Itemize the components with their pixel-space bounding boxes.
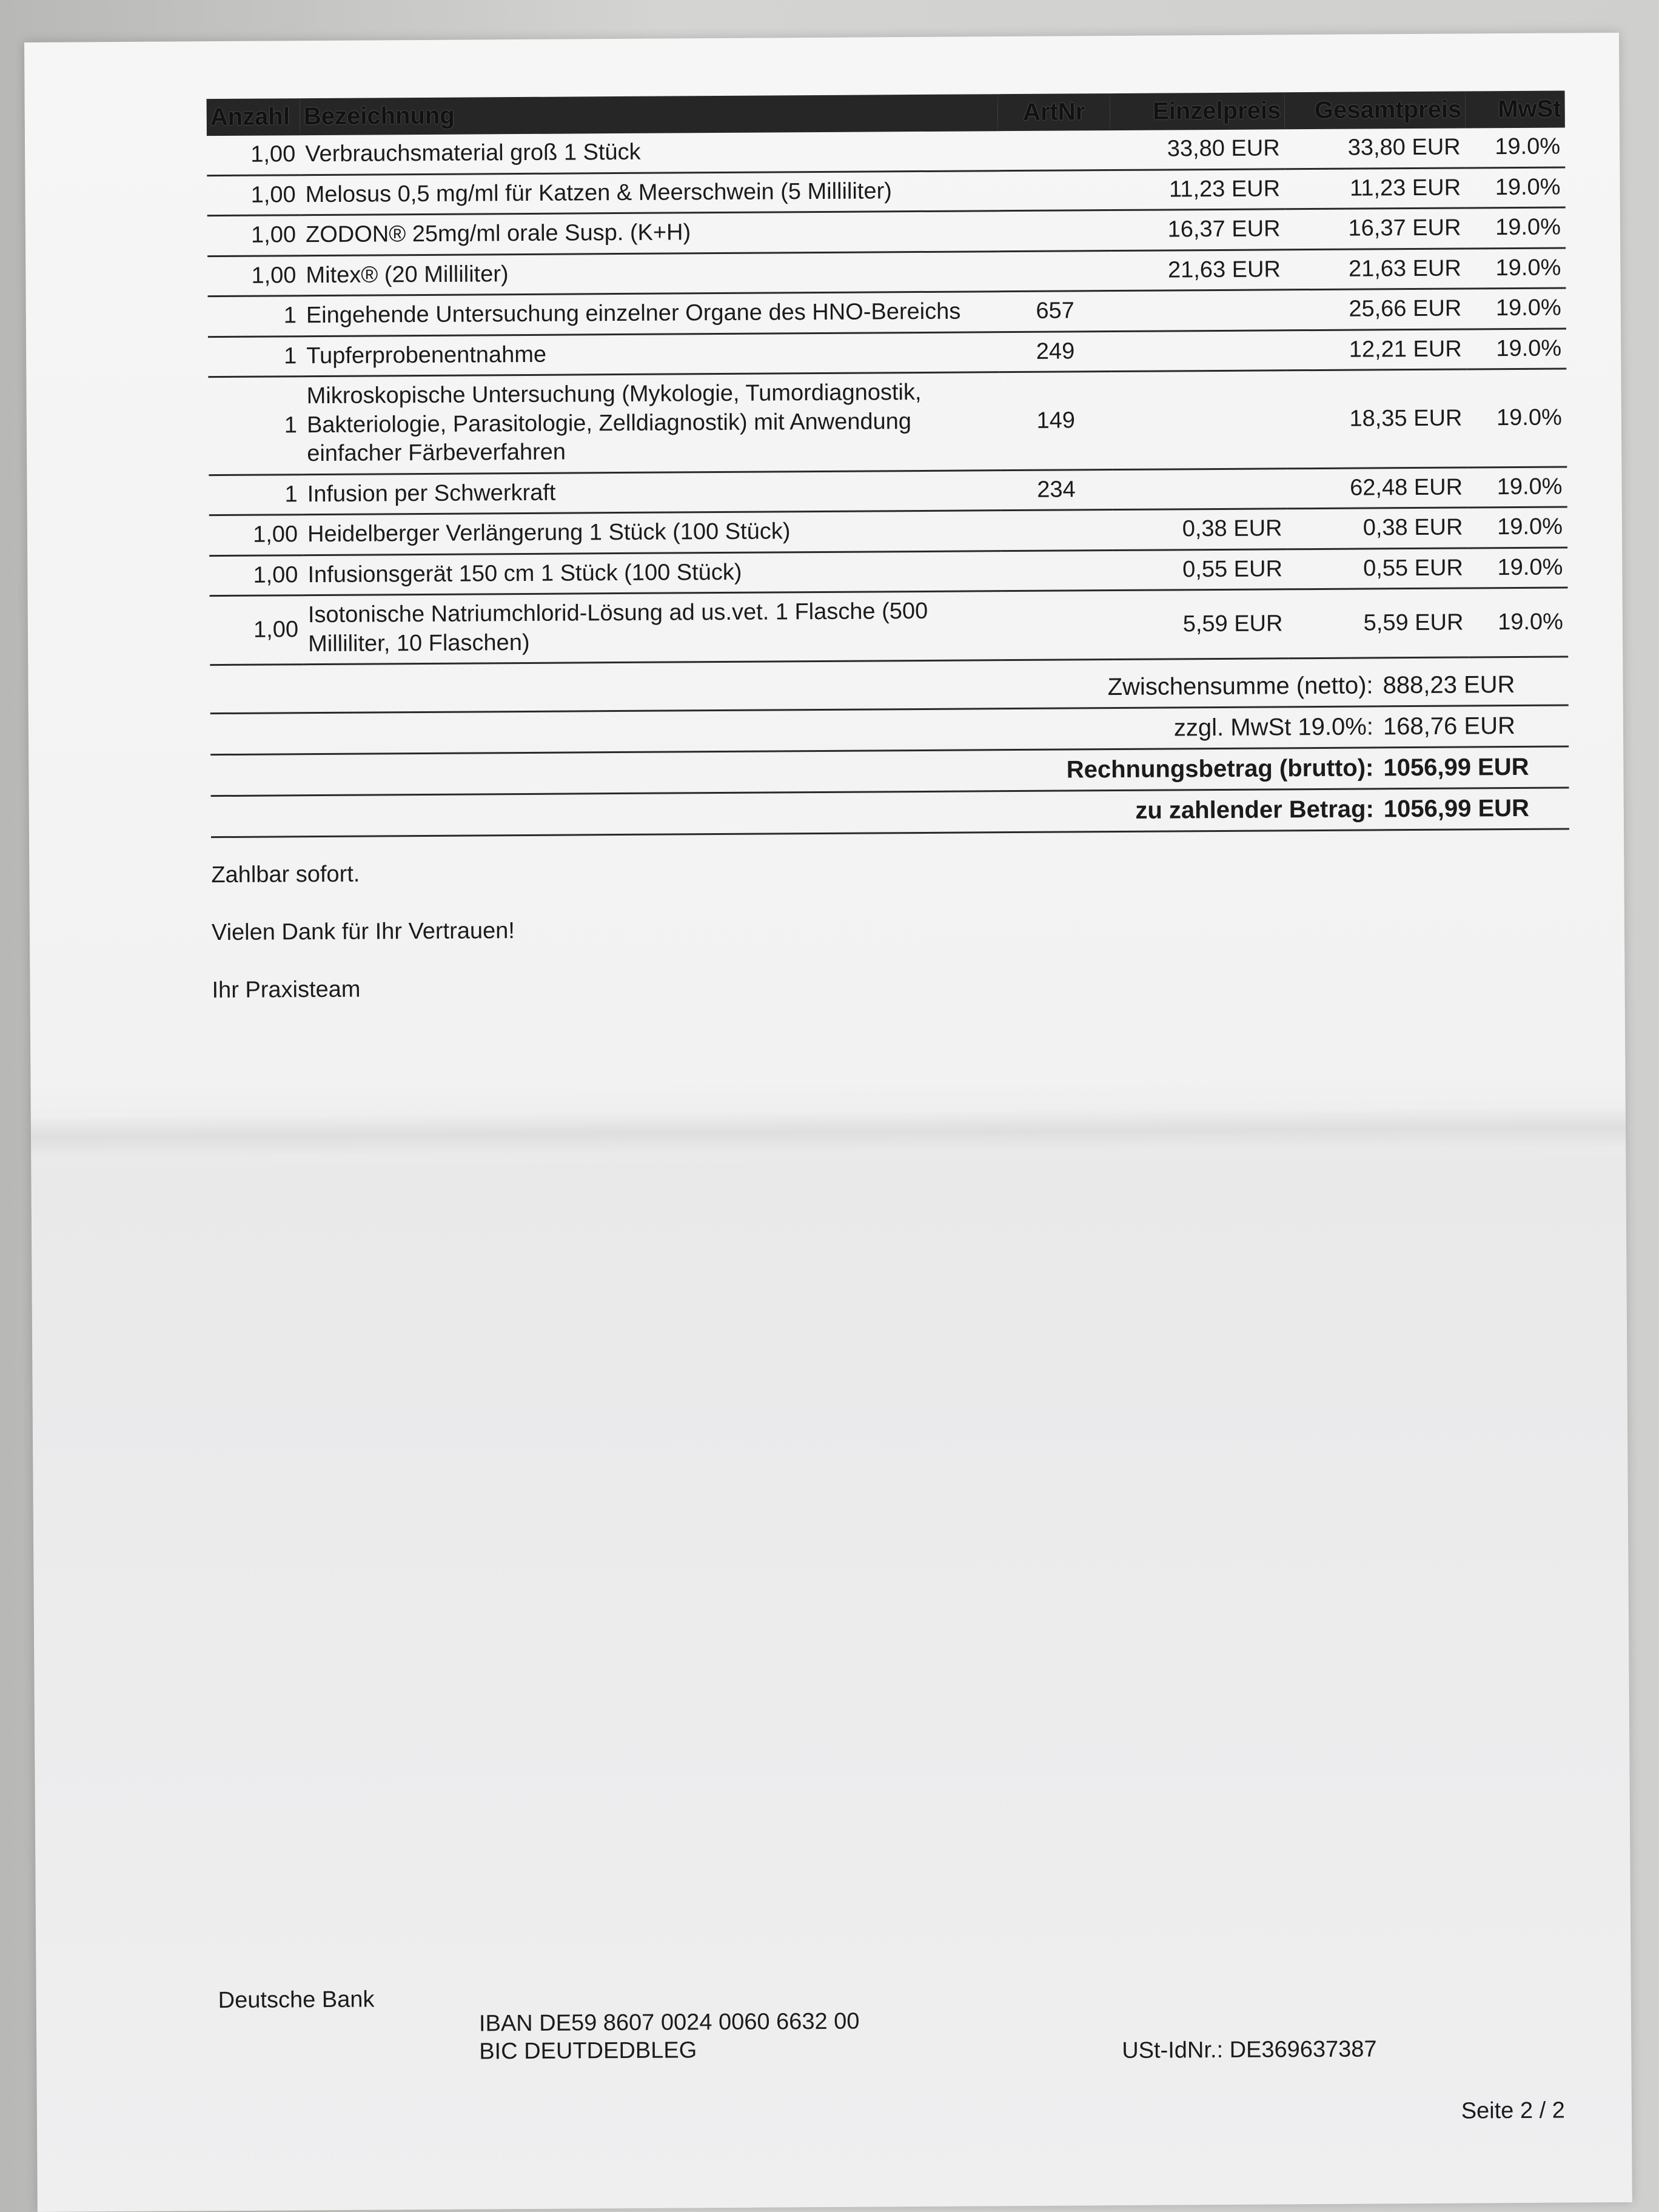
- cell-qty: 1: [209, 474, 303, 515]
- iban: IBAN DE59 8607 0024 0060 6632 00: [478, 2008, 860, 2037]
- cell-description: Infusion per Schwerkraft: [302, 470, 1000, 515]
- cell-total-price: 21,63 EUR: [1285, 248, 1466, 289]
- cell-unit-price: 21,63 EUR: [1111, 249, 1285, 290]
- bank-footer: [218, 1979, 1577, 2139]
- cell-description: Mitex® (20 Milliliter): [301, 251, 999, 296]
- header-unit-price: Einzelpreis: [1110, 92, 1284, 130]
- cell-qty: 1,00: [210, 595, 304, 665]
- cell-vat: 19.0%: [1466, 207, 1566, 249]
- cell-description: Verbrauchsmaterial groß 1 Stück: [300, 131, 998, 175]
- cell-unit-price: [1111, 290, 1285, 331]
- table-row: [208, 369, 1567, 475]
- cell-qty: 1,00: [207, 135, 301, 175]
- cell-artnr: [1000, 591, 1113, 660]
- invoice-page: [24, 33, 1632, 2212]
- cell-total-price: 18,35 EUR: [1286, 369, 1467, 468]
- cell-qty: 1: [208, 377, 302, 475]
- header-vat: MwSt: [1465, 90, 1565, 128]
- cell-description: Heidelberger Verlängerung 1 Stück (100 Stück): [303, 511, 1000, 555]
- cell-vat: 19.0%: [1467, 466, 1567, 508]
- cell-artnr: 657: [999, 291, 1111, 332]
- cell-qty: 1: [208, 296, 302, 337]
- cell-vat: 19.0%: [1467, 369, 1567, 468]
- cell-unit-price: 0,38 EUR: [1113, 509, 1287, 550]
- cell-vat: 19.0%: [1466, 167, 1566, 208]
- cell-description: Infusionsgerät 150 cm 1 Stück (100 Stück): [303, 551, 1000, 595]
- cell-qty: 1,00: [209, 515, 303, 555]
- vat-id: USt-IdNr.: DE369637387: [1122, 2036, 1377, 2064]
- vat-label: zzgl. MwSt 19.0%:: [210, 706, 1378, 755]
- cell-total-price: 62,48 EUR: [1287, 467, 1467, 508]
- amount-due-row: [211, 788, 1569, 837]
- cell-description: Mikroskopische Untersuchung (Mykologie, Tumordiagnostik, Bakteriologie, Parasitologie, Zelldiagnostik) mit Anwendung einfacher Färbeverfahren: [301, 372, 1000, 475]
- amount-due-label: zu zahlender Betrag:: [211, 789, 1379, 837]
- cell-vat: 19.0%: [1468, 547, 1568, 588]
- line-items-table: [207, 90, 1569, 666]
- gross-label: Rechnungsbetrag (brutto):: [210, 748, 1378, 796]
- cell-total-price: 5,59 EUR: [1287, 588, 1469, 659]
- cell-total-price: 11,23 EUR: [1285, 167, 1466, 209]
- bank-details: [479, 2008, 860, 2066]
- cell-unit-price: 33,80 EUR: [1110, 129, 1285, 170]
- cell-qty: 1,00: [207, 215, 301, 256]
- invoice-content: [207, 90, 1570, 1035]
- bic: BIC DEUTDEDBLEG: [479, 2037, 697, 2065]
- subtotal-value: 888,23 EUR: [1378, 665, 1568, 706]
- cell-qty: 1: [208, 336, 302, 377]
- totals-table: [210, 665, 1569, 838]
- table-row: [210, 588, 1569, 665]
- cell-description: Isotonische Natriumchlorid-Lösung ad us.vet. 1 Flasche (500 Milliliter, 10 Flaschen): [303, 591, 1001, 665]
- cell-total-price: 16,37 EUR: [1285, 208, 1466, 249]
- paper-fold: [31, 1106, 1626, 1158]
- signoff-text: Ihr Praxisteam: [212, 976, 361, 1004]
- thanks-text: Vielen Dank für Ihr Vertrauen!: [211, 918, 515, 946]
- cell-artnr: [998, 170, 1110, 211]
- vat-value: 168,76 EUR: [1378, 705, 1569, 748]
- cell-artnr: 234: [1000, 469, 1112, 511]
- cell-vat: 19.0%: [1466, 288, 1566, 329]
- cell-description: ZODON® 25mg/ml orale Susp. (K+H): [301, 211, 999, 256]
- cell-unit-price: [1111, 370, 1287, 469]
- cell-artnr: [999, 210, 1111, 252]
- closing-notes: [211, 854, 1570, 1004]
- cell-unit-price: [1111, 330, 1286, 371]
- cell-artnr: [1000, 550, 1113, 591]
- header-qty: Anzahl: [207, 98, 300, 136]
- cell-unit-price: 0,55 EUR: [1113, 549, 1287, 590]
- cell-description: Melosus 0,5 mg/ml für Katzen & Meerschwein (5 Milliliter): [300, 170, 998, 215]
- cell-artnr: 249: [999, 331, 1111, 372]
- payment-terms: Zahlbar sofort.: [211, 861, 360, 888]
- page-number: Seite 2 / 2: [1461, 2097, 1566, 2124]
- cell-qty: 1,00: [209, 555, 303, 595]
- cell-vat: 19.0%: [1465, 127, 1565, 167]
- bank-name: Deutsche Bank: [218, 1986, 375, 2014]
- cell-artnr: 149: [999, 372, 1112, 471]
- header-total-price: Gesamtpreis: [1284, 91, 1465, 129]
- gross-value: 1056,99 EUR: [1378, 746, 1569, 789]
- cell-artnr: [999, 250, 1111, 292]
- cell-unit-price: 16,37 EUR: [1111, 209, 1285, 250]
- cell-vat: 19.0%: [1466, 328, 1566, 369]
- cell-artnr: [998, 130, 1110, 170]
- cell-total-price: 12,21 EUR: [1286, 329, 1467, 370]
- subtotal-label: Zwischensumme (netto):: [210, 666, 1378, 713]
- cell-description: Eingehende Untersuchung einzelner Organe des HNO-Bereichs: [301, 292, 999, 337]
- cell-unit-price: 11,23 EUR: [1110, 169, 1285, 210]
- cell-total-price: 0,38 EUR: [1287, 508, 1467, 549]
- cell-vat: 19.0%: [1468, 588, 1568, 657]
- cell-total-price: 0,55 EUR: [1287, 548, 1468, 589]
- amount-due-value: 1056,99 EUR: [1379, 788, 1569, 830]
- cell-unit-price: [1112, 468, 1287, 509]
- header-artnr: ArtNr: [997, 93, 1110, 131]
- cell-total-price: 33,80 EUR: [1285, 128, 1466, 169]
- cell-vat: 19.0%: [1467, 507, 1567, 548]
- cell-qty: 1,00: [207, 255, 301, 296]
- header-description: Bezeichnung: [300, 94, 998, 135]
- cell-qty: 1,00: [207, 175, 301, 215]
- cell-vat: 19.0%: [1466, 247, 1566, 289]
- cell-description: Tupferprobenentnahme: [301, 332, 999, 377]
- cell-artnr: [1000, 510, 1113, 551]
- cell-total-price: 25,66 EUR: [1285, 289, 1466, 330]
- cell-unit-price: 5,59 EUR: [1113, 589, 1287, 660]
